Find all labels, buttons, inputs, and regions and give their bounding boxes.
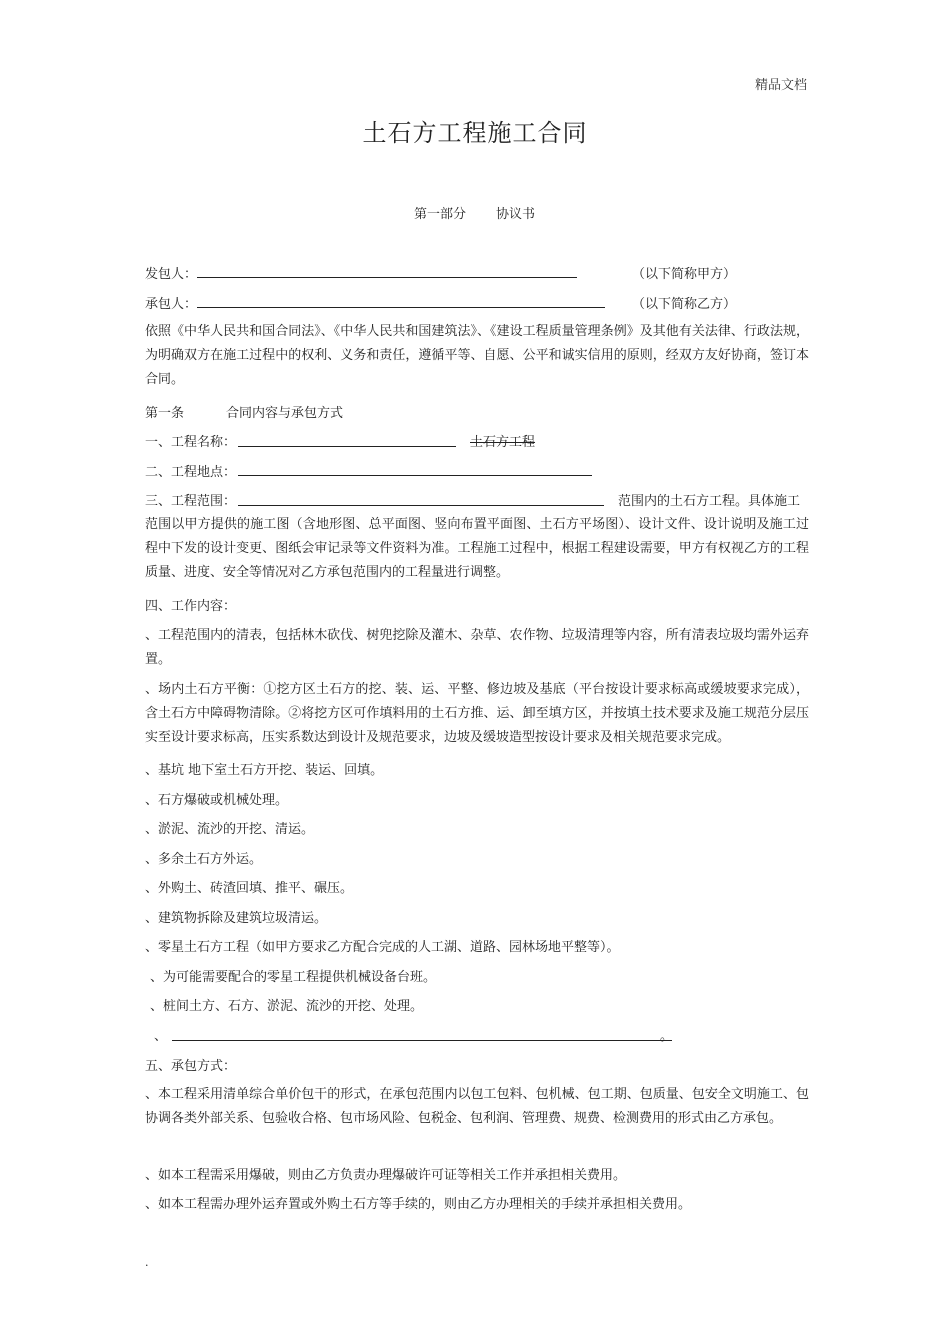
article-label: 第一条 (145, 406, 185, 421)
project-name-label: 一、工程名称： (145, 435, 237, 450)
employer-note: （以下简称甲方） (632, 267, 737, 282)
footer-mark: . (145, 1256, 149, 1269)
employer-label: 发包人： (145, 267, 198, 282)
contractor-note: （以下简称乙方） (632, 297, 737, 312)
document-title: 土石方工程施工合同 (362, 119, 588, 147)
work-heading: 四、工作内容： (145, 599, 237, 614)
project-scope-blank[interactable] (238, 505, 604, 506)
work-item-10: 、为可能需要配合的零星工程提供机械设备台班。 (150, 970, 437, 985)
project-scope-label: 三、工程范围： (145, 494, 237, 509)
project-location-label: 二、工程地点： (145, 465, 237, 480)
header-note: 精品文档 (754, 78, 807, 93)
part-name: 协议书 (496, 207, 536, 222)
work-item-4: 、石方爆破或机械处理。 (145, 793, 289, 808)
employer-blank[interactable] (197, 277, 577, 278)
contracting-item-1: 、本工程采用清单综合单价包干的形式，在承包范围内以包工包料、包机械、包工期、包质量、包安全文明施工、包协调各类外部关系、包验收合格、包市场风险、包税金、包利润、管理费、规费、检测费用的形式由乙方承包。 (145, 1087, 809, 1126)
project-location-blank[interactable] (238, 475, 592, 476)
work-item-3: 、基坑 地下室土石方开挖、装运、回填。 (145, 763, 384, 778)
work-item-12-prefix: 、 (154, 1029, 168, 1044)
contractor-blank[interactable] (197, 307, 605, 308)
work-item-6: 、多余土石方外运。 (145, 852, 263, 867)
work-item-12-blank[interactable] (172, 1040, 672, 1041)
work-item-7: 、外购土、砖渣回填、推平、碾压。 (145, 881, 354, 896)
work-item-5: 、淤泥、流沙的开挖、清运。 (145, 822, 315, 837)
contracting-item-2: 、如本工程需采用爆破，则由乙方负责办理爆破许可证等相关工作并承担相关费用。 (145, 1168, 627, 1183)
contracting-item-3: 、如本工程需办理外运弃置或外购土石方等手续的，则由乙方办理相关的手续并承担相关费用。 (145, 1197, 692, 1212)
work-item-12-suffix: 。 (660, 1029, 674, 1044)
work-item-9: 、零星土石方工程（如甲方要求乙方配合完成的人工湖、道路、园林场地平整等）。 (145, 940, 620, 955)
project-scope-suffix: 范围内的土石方工程。具体施工 (618, 494, 801, 509)
project-name-blank[interactable] (238, 446, 456, 447)
intro-paragraph: 依照《中华人民共和国合同法》、《中华人民共和国建筑法》、《建设工程质量管理条例》及其他有关法律、行政法规，为明确双方在施工过程中的权利、义务和责任，遵循平等、自愿、公平和诚实信用的原则，经双方友好协商，签订本合同。 (145, 324, 809, 387)
work-item-11: 、桩间土方、石方、淤泥、流沙的开挖、处理。 (150, 999, 424, 1014)
contracting-heading: 五、承包方式： (145, 1059, 237, 1074)
project-name-value: 土石方工程 (470, 435, 536, 450)
work-item-2: 、场内土石方平衡：①挖方区土石方的挖、装、运、平整、修边坡及基底（平台按设计要求标高或缓坡要求完成），含土石方中障碍物清除。②将挖方区可作填料用的土石方推、运、卸至填方区，并按填土技术要求及施工规范分层压实至设计要求标高，压实系数达到设计及规范要求，边坡及缓坡造型按设计要求及相关规范要求完成。 (145, 682, 809, 745)
project-scope-text: 范围以甲方提供的施工图（含地形图、总平面图、竖向布置平面图、土石方平场图）、设计文件、设计说明及施工过程中下发的设计变更、图纸会审记录等文件资料为准。工程施工过程中，根据工程建设需要，甲方有权视乙方的工程质量、进度、安全等情况对乙方承包范围内的工程量进行调整。 (145, 517, 809, 580)
work-item-8: 、建筑物拆除及建筑垃圾清运。 (145, 911, 328, 926)
part-label: 第一部分 (414, 207, 467, 222)
contractor-label: 承包人： (145, 297, 198, 312)
article-title: 合同内容与承包方式 (226, 406, 344, 421)
work-item-1: 、工程范围内的清表，包括林木砍伐、树兜挖除及灌木、杂草、农作物、垃圾清理等内容，所有清表垃圾均需外运弃置。 (145, 628, 809, 667)
